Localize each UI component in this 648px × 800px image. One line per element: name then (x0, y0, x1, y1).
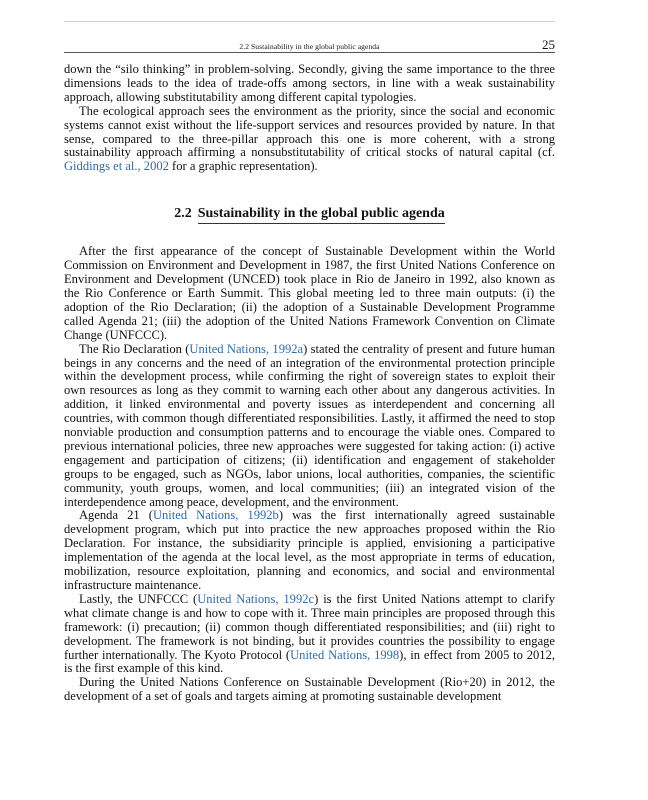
paragraph-text: ) was the first internationally agreed sustainable development program, which put into practice the new approaches proposed within the Rio Declaration. For instance, the subsidiarity principle is applied, envisioning a participative implementation of the agenda at the local level, as the most appropriate in terms of education, mobilization, resource exploitation, planning and economics, and social and environmental infrastructure maintenance. (64, 508, 555, 592)
section-heading (64, 206, 555, 224)
paragraph-continued: down the “silo thinking” in problem-solving. Secondly, giving the same importance to the three dimensions leads to the idea of trade-offs among sectors, in line with a weak sustainability approach, allowing substitutability among different capital typologies. (64, 62, 555, 104)
citation-link[interactable]: United Nations, 1992b (152, 508, 279, 523)
section-number: 2.2 (174, 206, 192, 222)
paragraph-unfccc (64, 593, 555, 676)
paragraph-text: The ecological approach sees the environment as the priority, since the social and economic systems cannot exist without the life-support services and resources provided by nature. In that sense, compared to the three-pillar approach this one is more coherent, with a strong sustainability approach affirming a nonsubstitutability of critical stocks of natural capital (cf. (64, 103, 555, 160)
running-head: 2.2 Sustainability in the global public agenda (239, 42, 380, 51)
paragraph-text: ), in effect from 2005 to 2012, is the first example of this kind. (64, 647, 555, 676)
paragraph-text: for a graphic representation). (172, 159, 318, 174)
citation-link[interactable]: Giddings et al., 2002 (64, 159, 169, 174)
citation-link[interactable]: United Nations, 1998 (290, 647, 400, 662)
page-header (64, 22, 555, 53)
paragraph-text: ) is the first United Nations attempt to clarify what climate change is and how to cope with it. Three main principles are proposed through this framework: (i) precaution; (ii) common though differentiated responsibilities; and (iii) right to development. The framework is not binding, but it provides countries the possibility to engage further internationally. The Kyoto Protocol ( (64, 591, 555, 662)
paragraph-text: ) stated the centrality of present and future human beings in any concerns and the need of an integration of the environmental protection principle within the development process, while confirming the right of sovereign states to exploit their own resources as long as they commit to warning each other about any dangerous activities. In addition, it linked environmental and poverty issues as interdependent and concerning all countries, with common though differentiated responsibilities. Lastly, it affirmed the need to stop nonviable production and consumption patterns and to encourage the viable ones. Compared to previous international policies, three new approaches were suggested for taking action: (i) active engagement and participation of citizens; (ii) identification and engagement of stakeholder groups to be engaged, such as NGOs, labor unions, local authorities, companies, the scientific community, youth groups, women, and local communities; (iii) an integrated vision of the interdependence among peace, development, and the environment. (64, 341, 555, 509)
section-title: Sustainability in the global public agenda (198, 206, 445, 224)
citation-link[interactable]: United Nations, 1992c (197, 591, 315, 606)
paragraph-rio-plus-20: During the United Nations Conference on Sustainable Development (Rio+20) in 2012, the development of a set of goals and targets aiming at promoting sustainable development (64, 675, 555, 704)
paragraph-rio-conference: After the first appearance of the concept of Sustainable Development within the World Commission on Environment and Development in 1987, the first United Nations Conference on Environment and Development (UNCED) took place in Rio de Janeiro in 1992, also known as the Rio Conference or Earth Summit. This global meeting led to three main outputs: (i) the adoption of the Rio Declaration; (ii) the adoption of a Sustainable Development Programme called Agenda 21; (iii) the adoption of the United Nations Framework Convention on Climate Change (UNFCCC). (64, 244, 555, 342)
paragraph-text: The Rio Declaration ( (79, 341, 190, 356)
paragraph-agenda-21 (64, 509, 555, 592)
paragraph-rio-declaration (64, 343, 555, 510)
citation-link[interactable]: United Nations, 1992a (189, 341, 304, 356)
page-number: 25 (542, 37, 555, 52)
page-body (64, 63, 555, 704)
paragraph-text: Lastly, the UNFCCC ( (79, 591, 198, 606)
paragraph-ecological-approach (64, 105, 555, 175)
paragraph-text: Agenda 21 ( (79, 508, 153, 523)
